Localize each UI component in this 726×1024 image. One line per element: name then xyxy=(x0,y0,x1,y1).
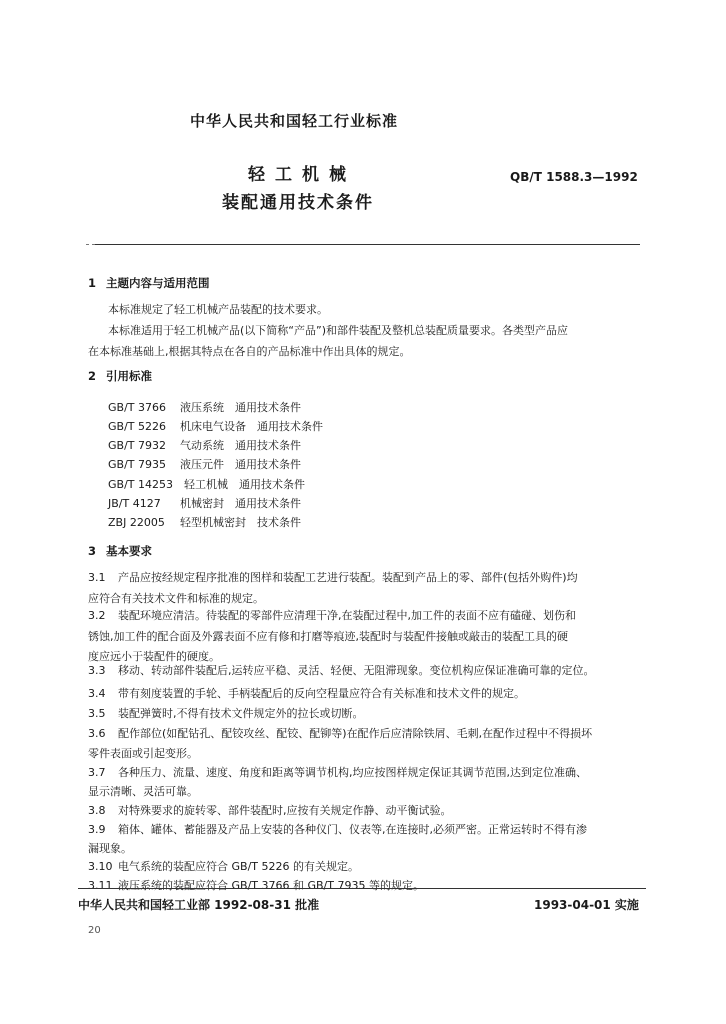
clause-text: 移动、转动部件装配后,运转应平稳、灵活、轻便、无阻滞现象。变位机构应保证准确可靠的定位。 xyxy=(118,664,595,677)
section-1-heading xyxy=(88,275,210,291)
clause-number: 3.4 xyxy=(88,687,106,700)
clause-line xyxy=(88,607,576,623)
section-2-title: 引用标准 xyxy=(106,369,152,383)
clause-continuation-line xyxy=(88,840,132,856)
clause-continuation-line xyxy=(88,590,264,606)
reference-name: 液压系统 通用技术条件 xyxy=(180,401,301,414)
clause-text: 漏现象。 xyxy=(88,842,132,855)
clause-text: 零件表面或引起变形。 xyxy=(88,747,198,760)
clause-text: 液压系统的装配应符合 GB/T 3766 和 GB/T 7935 等的规定。 xyxy=(118,879,424,892)
clause-text: 产品应按经规定程序批准的图样和装配工艺进行装配。装配到产品上的零、部件(包括外购件)均 xyxy=(118,571,578,584)
clause-text: 配作部位(如配钻孔、配铰攻丝、配铰、配铆等)在配作后应清除铁屑、毛刺,在配作过程中不得损坏 xyxy=(118,727,593,740)
reference-name: 液压元件 通用技术条件 xyxy=(180,458,301,471)
clause-line xyxy=(88,705,364,721)
reference-code: GB/T 3766 xyxy=(108,401,166,414)
reference-name: 机械密封 通用技术条件 xyxy=(180,497,301,510)
clause-text: 应符合有关技术文件和标准的规定。 xyxy=(88,592,264,605)
clause-number: 3.11 xyxy=(88,879,113,892)
clause-text: 各种压力、流量、速度、角度和距离等调节机构,均应按图样规定保证其调节范围,达到定位准确、 xyxy=(118,766,587,779)
reference-name: 气动系统 通用技术条件 xyxy=(180,439,301,452)
clause-continuation-line xyxy=(88,628,568,644)
clause-line xyxy=(88,685,525,701)
reference-standard xyxy=(108,456,301,472)
clause-line xyxy=(88,662,595,678)
section-1-paragraph-2a: 本标准适用于轻工机械产品(以下简称“产品”)和部件装配及整机总装配质量要求。各类型产品应 xyxy=(108,324,568,337)
document-title-line1: 轻工机械 xyxy=(248,165,356,185)
clause-number: 3.9 xyxy=(88,823,106,836)
clause-text: 装配弹簧时,不得有技术文件规定外的拉长或切断。 xyxy=(118,707,364,720)
clause-line xyxy=(88,877,424,893)
clause-continuation-line xyxy=(88,745,198,761)
section-3-number: 3 xyxy=(88,544,97,558)
clause-number: 3.7 xyxy=(88,766,106,779)
reference-code: GB/T 5226 xyxy=(108,420,166,433)
document-title-line2: 装配通用技术条件 xyxy=(222,193,374,213)
reference-name: 轻工机械 通用技术条件 xyxy=(184,478,305,491)
clause-line xyxy=(88,821,587,837)
clause-number: 3.1 xyxy=(88,571,106,584)
reference-name: 机床电气设备 通用技术条件 xyxy=(180,420,323,433)
clause-line xyxy=(88,569,578,585)
header-divider xyxy=(95,244,640,245)
reference-standard xyxy=(108,418,323,434)
clause-continuation-line xyxy=(88,783,198,799)
section-1-number: 1 xyxy=(88,276,97,290)
reference-standard xyxy=(108,476,305,492)
reference-code: JB/T 4127 xyxy=(108,497,161,510)
clause-number: 3.3 xyxy=(88,664,106,677)
reference-code: GB/T 14253 xyxy=(108,478,173,491)
approval-info: 中华人民共和国轻工业部 1992-08-31 批准 xyxy=(78,898,320,912)
clause-text: 对特殊要求的旋转零、部件装配时,应按有关规定作静、动平衡试验。 xyxy=(118,804,452,817)
reference-standard xyxy=(108,399,301,415)
section-3-title: 基本要求 xyxy=(106,544,152,558)
reference-standard xyxy=(108,437,301,453)
clause-text: 箱体、罐体、蓄能器及产品上安装的各种仪门、仪表等,在连接时,必须严密。正常运转时不得有渗 xyxy=(118,823,587,836)
footer-divider xyxy=(78,888,646,889)
clause-line xyxy=(88,858,359,874)
reference-standard xyxy=(108,514,301,530)
clause-text: 电气系统的装配应符合 GB/T 5226 的有关规定。 xyxy=(118,860,359,873)
clause-line xyxy=(88,725,592,741)
reference-code: GB/T 7935 xyxy=(108,458,166,471)
reference-standard xyxy=(108,495,301,511)
clause-line xyxy=(88,764,587,780)
section-1-title: 主题内容与适用范围 xyxy=(106,276,210,290)
section-2-heading xyxy=(88,368,152,384)
clause-text: 显示清晰、灵活可靠。 xyxy=(88,785,198,798)
clause-text: 带有刻度装置的手轮、手柄装配后的反向空程量应符合有关标准和技术文件的规定。 xyxy=(118,687,525,700)
section-3-heading xyxy=(88,543,152,559)
clause-text: 装配环境应清洁。待装配的零部件应清理干净,在装配过程中,加工件的表面不应有磕碰、划伤和 xyxy=(118,609,576,622)
reference-name: 轻型机械密封 技术条件 xyxy=(180,516,301,529)
reference-code: GB/T 7932 xyxy=(108,439,166,452)
clause-line xyxy=(88,802,452,818)
clause-text: 度应远小于装配件的硬度。 xyxy=(88,650,220,663)
clause-text: 锈蚀,加工件的配合面及外露表面不应有修和打磨等痕迹,装配时与装配件接触或敲击的装配工具的硬 xyxy=(88,630,568,643)
section-2-number: 2 xyxy=(88,369,97,383)
clause-number: 3.8 xyxy=(88,804,106,817)
issuer-title: 中华人民共和国轻工行业标准 xyxy=(190,112,399,130)
reference-code: ZBJ 22005 xyxy=(108,516,165,529)
clause-number: 3.10 xyxy=(88,860,113,873)
section-1-paragraph-1: 本标准规定了轻工机械产品装配的技术要求。 xyxy=(108,303,328,316)
header-dash xyxy=(86,244,95,245)
clause-number: 3.5 xyxy=(88,707,106,720)
section-1-paragraph-2b: 在本标准基础上,根据其特点在各自的产品标准中作出具体的规定。 xyxy=(88,345,411,358)
clause-number: 3.6 xyxy=(88,727,106,740)
page-number: 20 xyxy=(88,925,101,936)
clause-number: 3.2 xyxy=(88,609,106,622)
standard-number: QB/T 1588.3—1992 xyxy=(510,170,638,184)
implementation-date: 1993-04-01 实施 xyxy=(534,898,639,912)
